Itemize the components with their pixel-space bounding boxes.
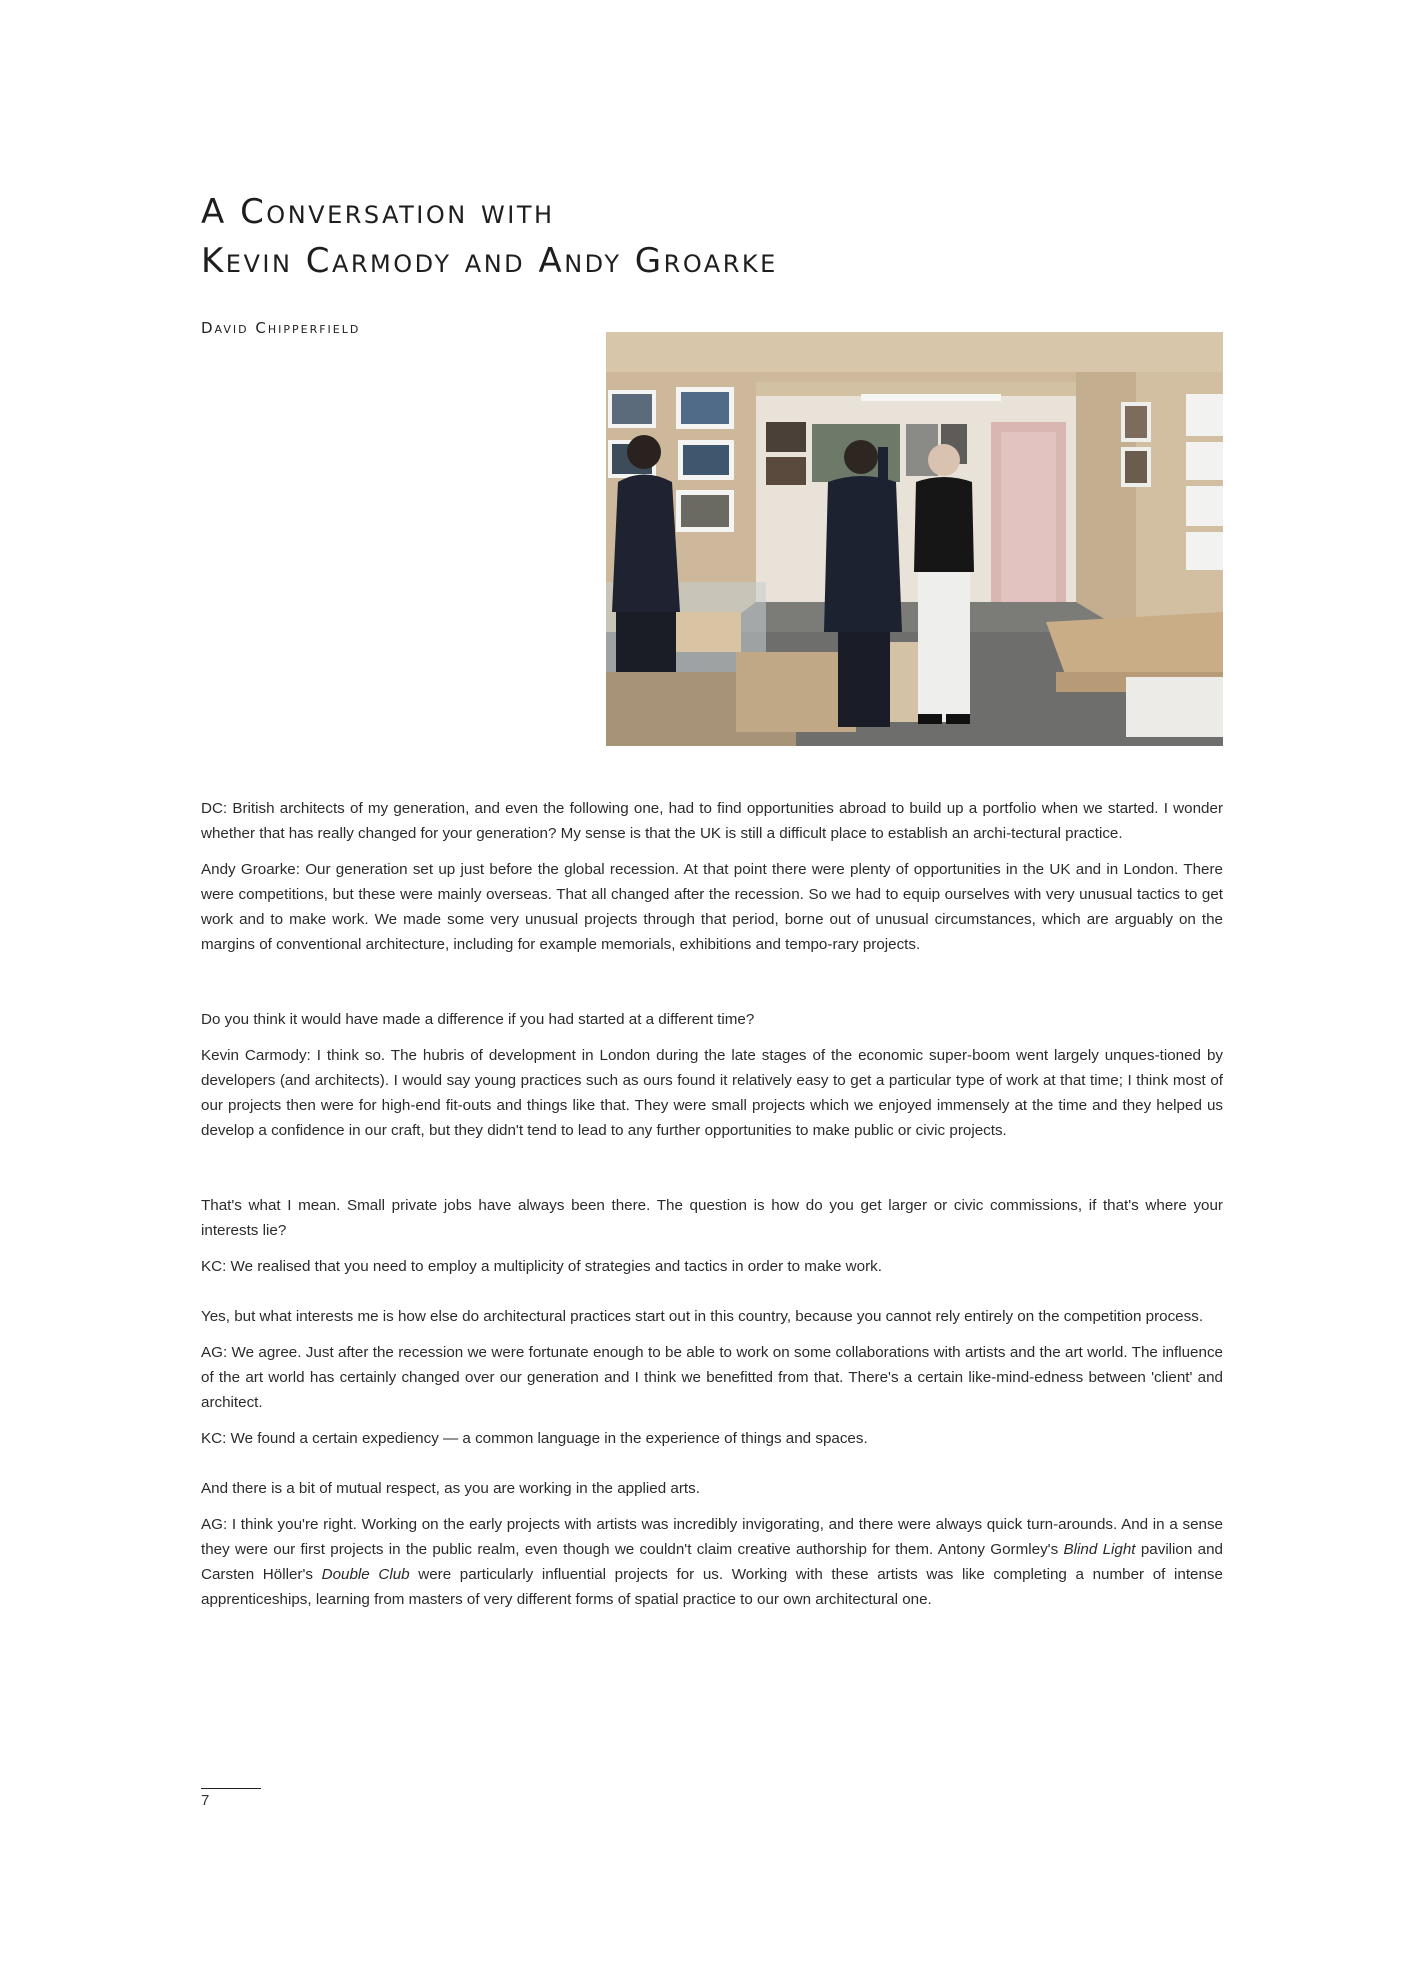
- gallery-photo: [606, 332, 1223, 746]
- question-4: Yes, but what interests me is how else do architectural practices start out in this country, because you cannot rely entirely on the competition process.: [201, 1308, 1204, 1325]
- question-3: That's what I mean. Small private jobs have always been there. The question is how do you get larger or civic commissions, if that's where your interests lie?: [201, 1197, 1223, 1239]
- article-title: [201, 188, 778, 286]
- page-number: 7: [201, 1792, 210, 1809]
- paragraph-ag-3-part-3: were particularly influential projects for us. Working with these artists was like completing a number of intense apprenticeships, learning from masters of very different forms of spatial practice to our own architectural one.: [201, 1566, 1223, 1608]
- paragraph-ag-3: [201, 1512, 1223, 1612]
- work-title-blind-light: Blind Light: [1063, 1541, 1136, 1558]
- interview-body: [201, 796, 1223, 1612]
- paragraph-kc-2: KC: We realised that you need to employ a multiplicity of strategies and tactics in order to make work.: [201, 1258, 882, 1275]
- question-2: Do you think it would have made a difference if you had started at a different time?: [201, 1011, 755, 1028]
- question-5: And there is a bit of mutual respect, as you are working in the applied arts.: [201, 1480, 700, 1497]
- author-name: David Chipperfield: [201, 319, 361, 337]
- footer-rule: [201, 1788, 261, 1789]
- paragraph-ag-3-part-1: AG: I think you're right. Working on the early projects with artists was incredibly invigorating, and there were always quick turn-arounds. And in a sense they were our first projects in the public realm, even though we couldn't claim creative authorship for them. Antony Gormley's: [201, 1516, 1223, 1558]
- gallery-photo-icon: [606, 332, 1223, 746]
- title-line-1: A Conversation with: [201, 192, 555, 232]
- paragraph-kc-3: KC: We found a certain expediency — a common language in the experience of things and spaces.: [201, 1430, 868, 1447]
- paragraph-kc-1: Kevin Carmody: I think so. The hubris of development in London during the late stages of the economic super-boom went largely unques-tioned by developers (and architects). I would say young practices such as ours found it relatively easy to get a particular type of work at that time; I think most of our projects then were for high-end fit-outs and things like that. They were small projects which we enjoyed immensely at the time and they helped us develop a confidence in our craft, but they didn't tend to lead to any further opportunities to make public or civic projects.: [201, 1047, 1223, 1139]
- paragraph-ag-3-part-2: pavilion and Carsten Höller's: [201, 1541, 1223, 1583]
- paragraph-ag-2: AG: We agree. Just after the recession we were fortunate enough to be able to work on some collaborations with artists and the art world. The influence of the art world has certainly changed over our generation and I think we benefitted from that. There's a certain like-mind-edness between 'client' and architect.: [201, 1344, 1223, 1411]
- paragraph-ag-1: Andy Groarke: Our generation set up just before the global recession. At that point there were plenty of opportunities in the UK and in London. There were competitions, but these were mainly overseas. That all changed after the recession. So we had to equip ourselves with very unusual tactics to get work and to make work. We made some very unusual projects through that period, borne out of unusual circumstances, which are arguably on the margins of conventional architecture, including for example memorials, exhibitions and tempo-rary projects.: [201, 861, 1223, 953]
- paragraph-dc-1: DC: British architects of my generation, and even the following one, had to find opportunities abroad to build up a portfolio when we started. I wonder whether that has really changed for your generation? My sense is that the UK is still a difficult place to establish an archi-tectural practice.: [201, 800, 1223, 842]
- work-title-double-club: Double Club: [321, 1566, 410, 1583]
- title-line-2: Kevin Carmody and Andy Groarke: [201, 241, 778, 281]
